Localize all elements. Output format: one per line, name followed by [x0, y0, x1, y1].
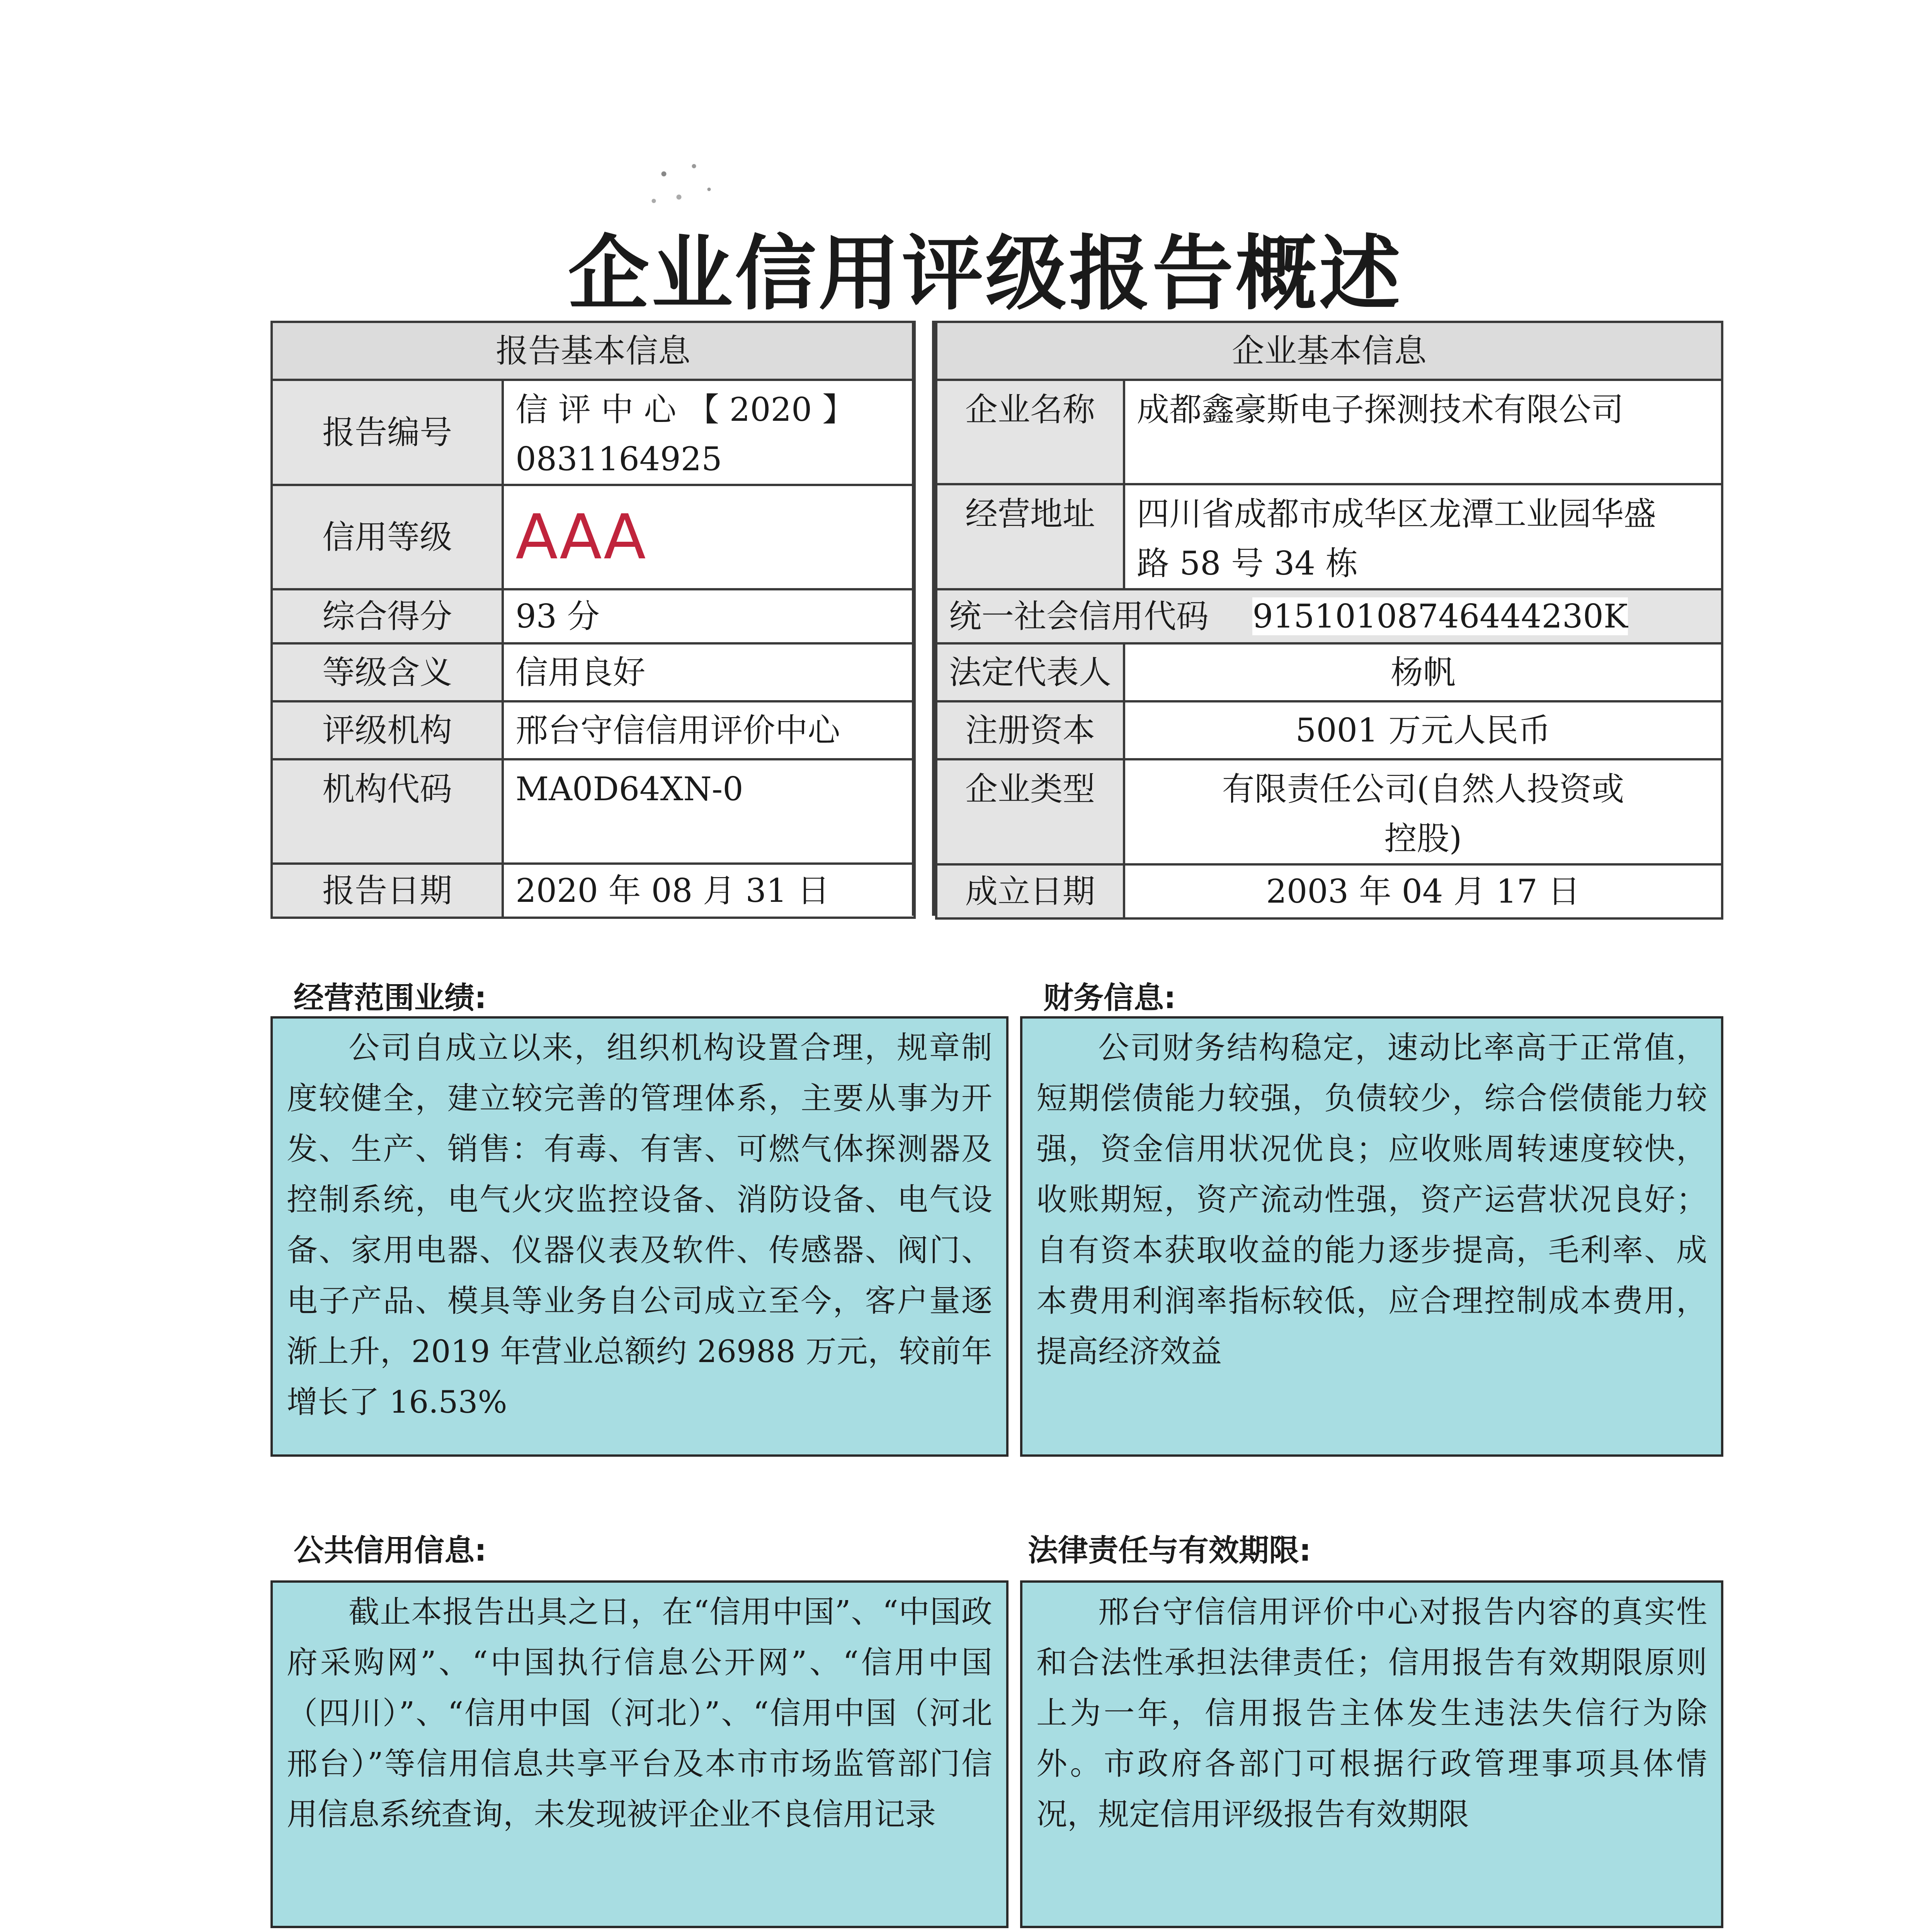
report-info-table	[270, 321, 916, 919]
label-report-date: 报告日期	[272, 864, 503, 918]
value-credit-grade	[503, 485, 915, 589]
value-founded-date: 2003 年 04 月 17 日	[1124, 864, 1722, 918]
business-text: 公司自成立以来，组织机构设置合理，规章制度较健全，建立较完善的管理体系，主要从事为开发、生产、销售：有毒、有害、可燃气体探测器及控制系统，电气火灾监控设备、消防设备、电气设备、家用电器、仪器仪表及软件、传感器、阀门、电子产品、模具等业务自公司成立至今，客户量逐渐上升，2019 年营业总额约 26988 万元，较前年增长了 16.53%	[287, 1030, 992, 1420]
label-agency-code: 机构代码	[272, 759, 503, 864]
label-score: 综合得分	[272, 589, 503, 643]
company-type-line2: 控股)	[1384, 820, 1462, 857]
legal-heading: 法律责任与有效期限:	[1028, 1533, 1311, 1568]
address-line1: 四川省成都市成华区龙潭工业园华盛	[1137, 495, 1656, 533]
business-heading: 经营范围业绩:	[294, 981, 487, 1015]
report-info-header: 报告基本信息	[272, 322, 915, 380]
public-credit-text: 截止本报告出具之日，在“信用中国”、“中国政府采购网”、“中国执行信息公开网”、“信用中国（四川）”、“信用中国（河北）”、“信用中国（河北邢台）”等信用信息共享平台及本市市场监管部门信用信息系统查询，未发现被评企业不良信用记录	[287, 1594, 992, 1832]
business-box	[270, 1016, 1009, 1457]
label-legal-rep: 法定代表人	[936, 643, 1124, 701]
finance-text: 公司财务结构稳定，速动比率高于正常值，短期偿债能力较强，负债较少，综合偿债能力较强，资金信用状况优良；应收账周转速度较快，收账期短，资产流动性强，资产运营状况良好；自有资本获取收益的能力逐步提高，毛利率、成本费用利润率指标较低，应合理控制成本费用，提高经济效益	[1036, 1030, 1707, 1369]
company-info-header: 企业基本信息	[936, 322, 1722, 380]
page-title: 企业信用评级报告概述	[568, 226, 1403, 321]
label-address: 经营地址	[936, 484, 1124, 589]
report-number-line2: 0831164925	[515, 440, 722, 478]
credit-grade: AAA	[515, 501, 646, 573]
value-rating-agency: 邢台守信信用评价中心	[503, 701, 915, 759]
label-credit-code: 统一社会信用代码	[949, 597, 1209, 635]
legal-box	[1020, 1580, 1723, 1928]
label-founded-date: 成立日期	[936, 864, 1124, 918]
value-registered-capital: 5001 万元人民币	[1124, 701, 1722, 759]
value-credit-code: 91510108746444230K	[1252, 597, 1628, 635]
value-report-date: 2020 年 08 月 31 日	[503, 864, 915, 918]
label-grade-meaning: 等级含义	[272, 643, 503, 701]
finance-heading: 财务信息:	[1043, 981, 1176, 1015]
label-registered-capital: 注册资本	[936, 701, 1124, 759]
report-number-line1: 信 评 中 心 【 2020 】	[515, 391, 855, 429]
table-divider	[912, 321, 935, 916]
legal-text: 邢台守信信用评价中心对报告内容的真实性和合法性承担法律责任；信用报告有效期限原则上为一年，信用报告主体发生违法失信行为除外。市政府各部门可根据行政管理事项具体情况，规定信用评级报告有效期限	[1036, 1594, 1707, 1832]
value-company-name: 成都鑫豪斯电子探测技术有限公司	[1124, 380, 1722, 484]
public-credit-heading: 公共信用信息:	[294, 1533, 487, 1568]
value-company-type	[1124, 759, 1722, 864]
label-rating-agency: 评级机构	[272, 701, 503, 759]
value-score: 93 分	[503, 589, 915, 643]
address-line2: 路 58 号 34 栋	[1137, 544, 1358, 582]
label-report-number: 报告编号	[272, 380, 503, 485]
value-address	[1124, 484, 1722, 589]
company-info-table	[935, 321, 1723, 920]
value-agency-code: MA0D64XN-0	[503, 759, 915, 864]
value-report-number	[503, 380, 915, 485]
label-credit-grade: 信用等级	[272, 485, 503, 589]
label-company-type: 企业类型	[936, 759, 1124, 864]
finance-box	[1020, 1016, 1723, 1457]
company-type-line1: 有限责任公司(自然人投资或	[1222, 770, 1624, 808]
credit-code-row	[936, 589, 1722, 643]
public-credit-box	[270, 1580, 1009, 1928]
value-grade-meaning: 信用良好	[503, 643, 915, 701]
value-legal-rep: 杨帆	[1124, 643, 1722, 701]
label-company-name: 企业名称	[936, 380, 1124, 484]
